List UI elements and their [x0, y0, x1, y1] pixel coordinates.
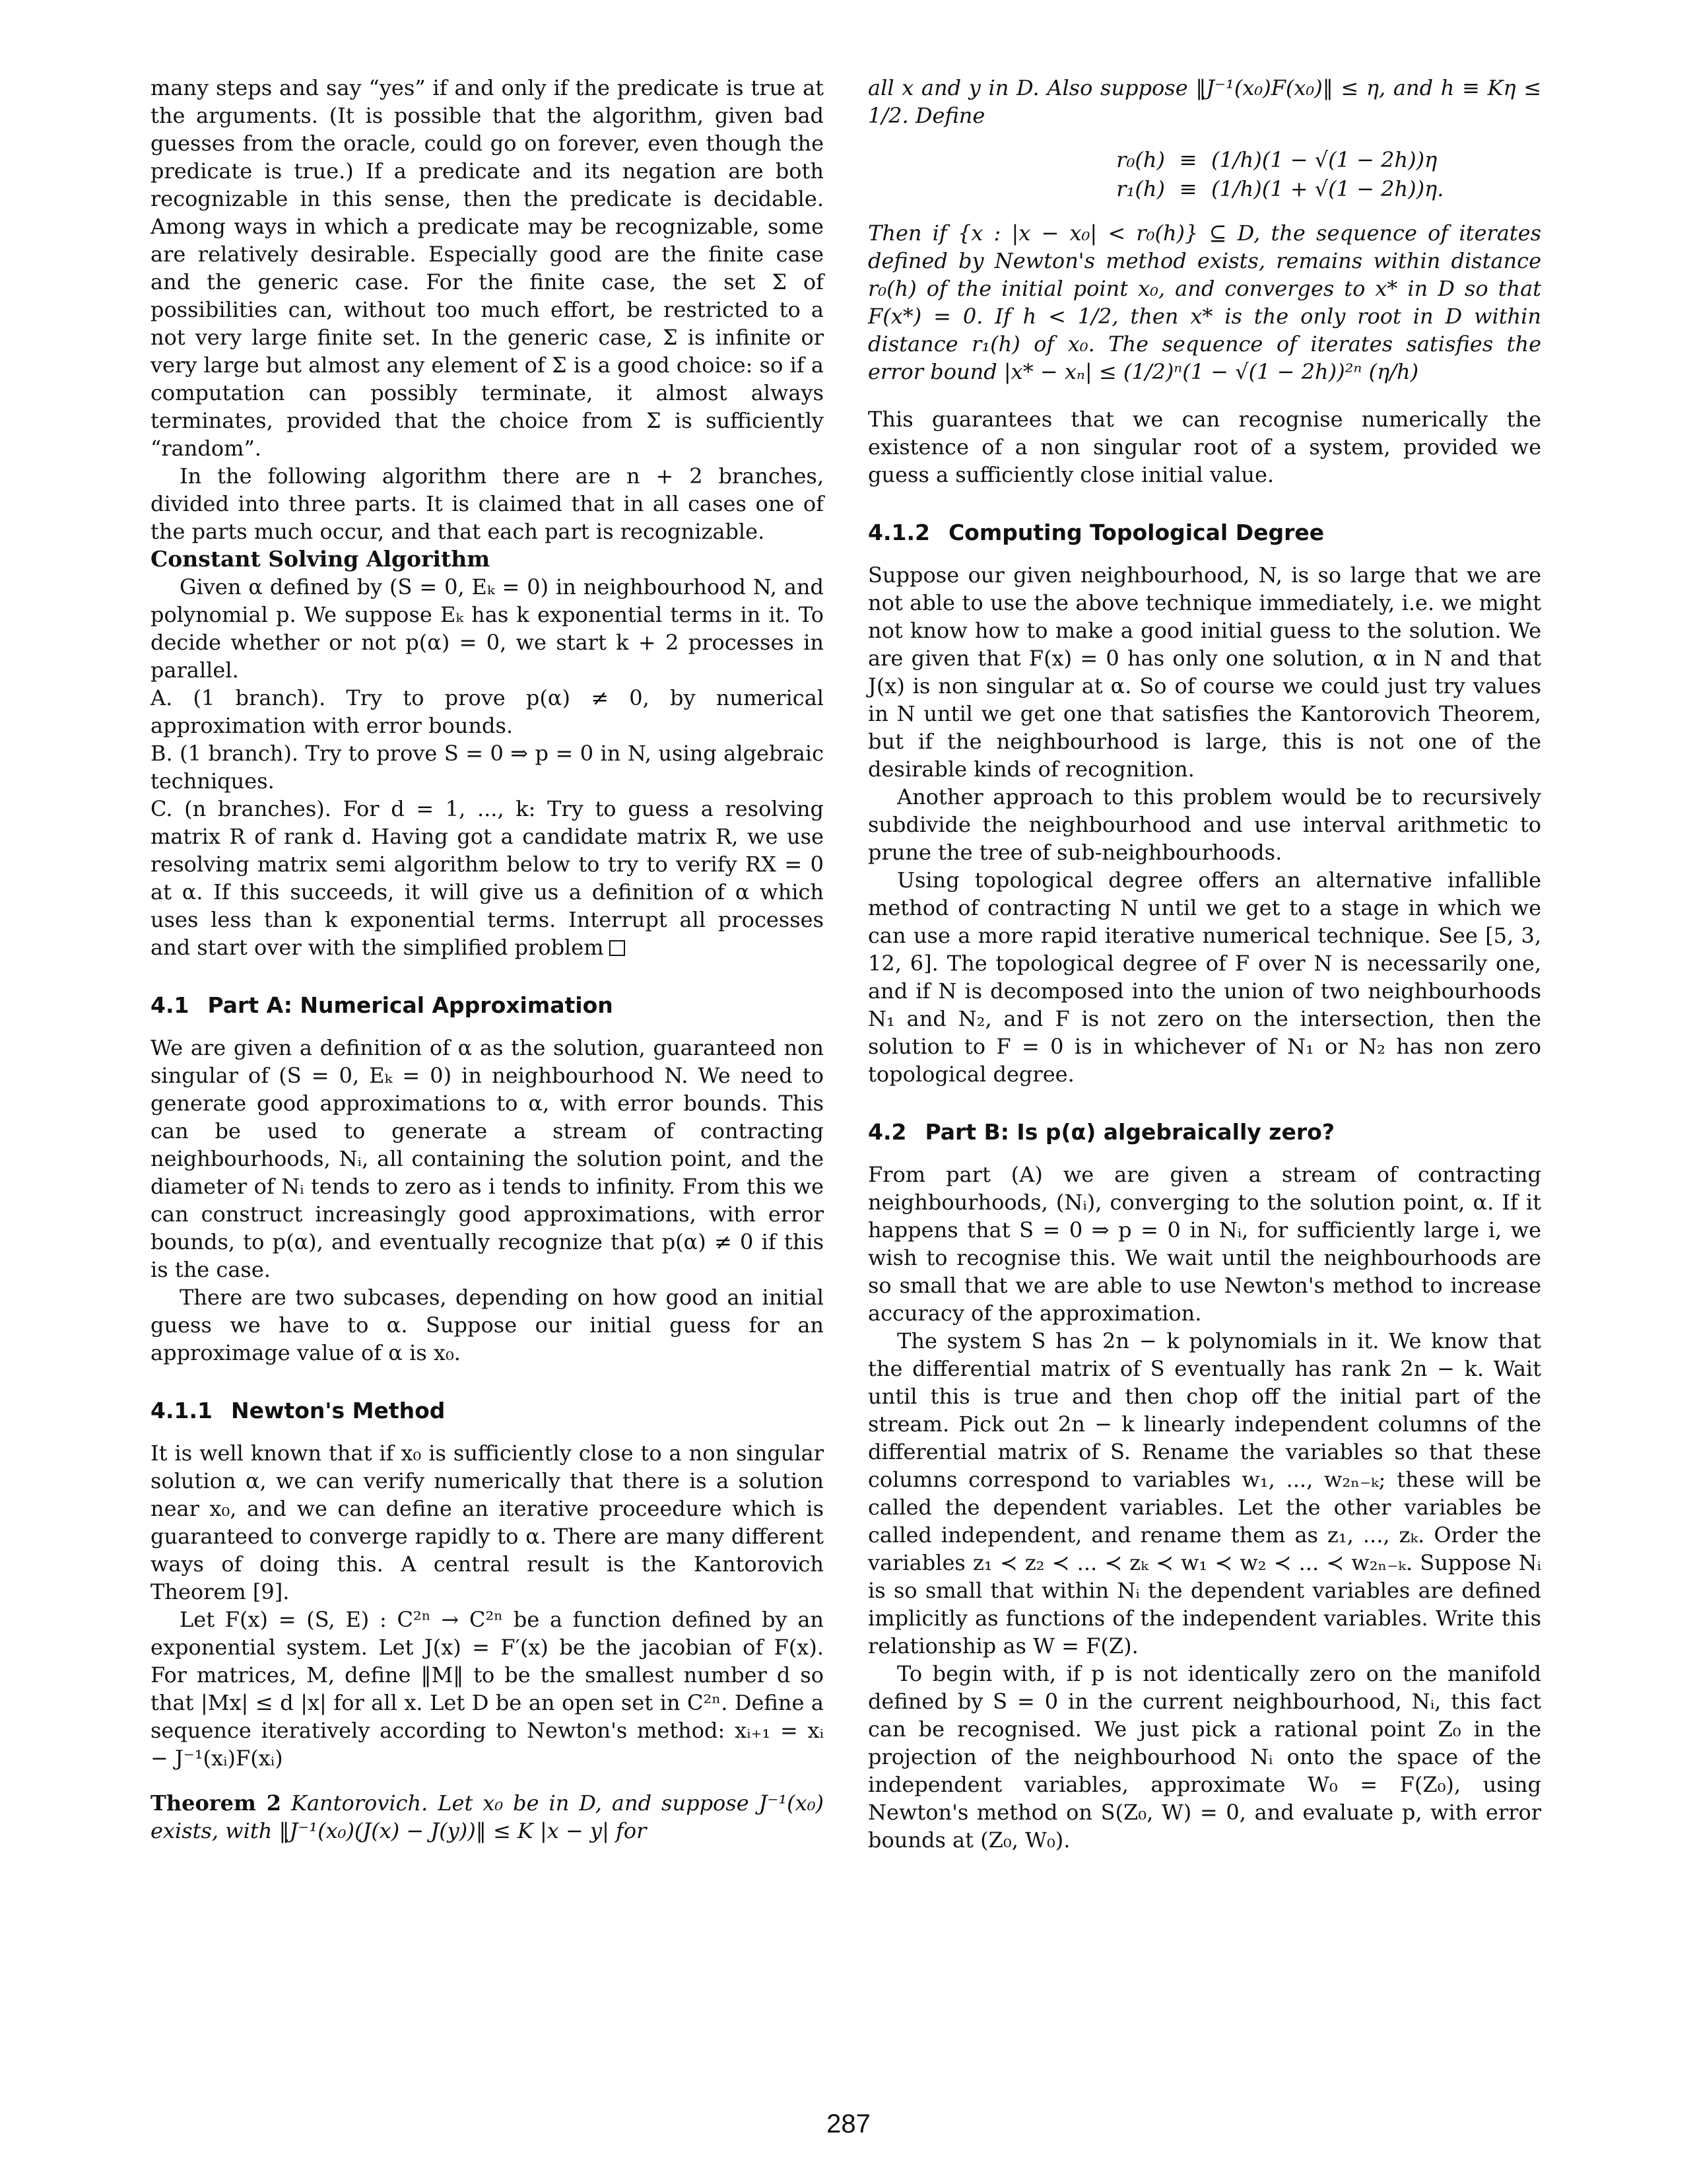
equation-rhs: (1/h)(1 + √(1 − 2h))η. — [1211, 176, 1444, 201]
section-4-1-heading — [150, 992, 824, 1019]
section-4-1-1-heading — [150, 1397, 824, 1425]
right-column — [868, 74, 1541, 1854]
equation-r0 — [868, 145, 1541, 174]
paragraph-part-b-1: From part (A) we are given a stream of contracting neighbourhoods, (Nᵢ), converging to the solution point, α. If it happens that S = 0 ⇒ p = 0 in Nᵢ, for sufficiently large i, we wish to recognise this. We wait until the neighbourhoods are so small that we are able to use Newton's method to increase accuracy of the approximation. — [868, 1162, 1541, 1326]
left-column — [150, 74, 824, 1845]
section-4-2-heading — [868, 1118, 1541, 1146]
qed-square-icon — [609, 940, 625, 956]
algorithm-branch-c-text: C. (n branches). For d = 1, ..., k: Try to guess a resolving matrix R of rank d. Having got a candidate matrix R, we use resolving matrix semi algorithm below to try to verify RX = 0 at α. If this succeeds, it will give us a definition of α which uses less than k exponential terms. Interrupt all processes and start over with the simplified problem — [150, 796, 824, 960]
paragraph-recognizable: many steps and say “yes” if and only if the predicate is true at the arguments. (It is possible that the algorithm, given bad guesses from the oracle, could go on forever, even though the predicate is true.) If a predicate and its negation are both recognizable in this sense, then the predicate is decidable. Among ways in which a predicate may be recognizable, some are relatively desirable. Especially good are the finite case and the generic case. For the finite case, the set Σ of possibilities can, without too much effort, be restricted to a not very large finite set. In the generic case, Σ is infinite or very large but almost any element of Σ is a good choice: so if a computation can possibly terminate, it almost always terminates, provided that the choice from Σ is sufficiently “random”. — [150, 75, 824, 461]
paragraph-topological-3: Using topological degree offers an alternative infallible method of contracting N until we get to a stage in which we can use a more rapid iterative numerical technique. See [5, 3, 12, 6]. The topological degree of F over N is necessarily one, and if N is decomposed into the union of two neighbourhoods N₁ and N₂, and F is not zero on the intersection, then the solution to F = 0 is in whichever of N₁ or N₂ has non zero topological degree. — [868, 868, 1541, 1087]
algorithm-branch-b: B. (1 branch). Try to prove S = 0 ⇒ p = 0 in N, using algebraic techniques. — [150, 741, 824, 794]
paragraph-guarantee: This guarantees that we can recognise numerically the existence of a non singular root of a system, provided we guess a sufficiently close initial value. — [868, 407, 1541, 487]
paragraph-numerical-approx: We are given a definition of α as the solution, guaranteed non singular of (S = 0, Eₖ = 0) in neighbourhood N. We need to generate good approximations to α, with error bounds. This can be used to generate a stream of contracting neighbourhoods, Nᵢ, all containing the solution point, and the diameter of Nᵢ tends to zero as i tends to infinity. From this we can construct increasingly good approximations, with error bounds, to p(α), and eventually recognize that p(α) ≠ 0 if this is the case. — [150, 1035, 824, 1282]
page-number: 287 — [826, 2109, 871, 2138]
paragraph-part-b-2: The system S has 2n − k polynomials in it. We know that the differential matrix of S eventually has rank 2n − k. Wait until this is true and then chop off the initial part of the stream. Pick out 2n − k linearly independent columns of the differential matrix of S. Rename the variables so that these columns correspond to variables w₁, ..., w₂ₙ₋ₖ; these will be called the dependent variables. Let the other variables be called independent, and rename them as z₁, ..., zₖ. Order the variables z₁ ≺ z₂ ≺ ... ≺ zₖ ≺ w₁ ≺ w₂ ≺ ... ≺ w₂ₙ₋ₖ. Suppose Nᵢ is so small that within Nᵢ the dependent variables are defined implicitly as functions of the independent variables. Write this relationship as W = F(Z). — [868, 1328, 1541, 1658]
paragraph-part-b-3: To begin with, if p is not identically zero on the manifold defined by S = 0 in the current neighbourhood, Nᵢ, this fact can be recognised. We just pick a rational point Z₀ in the projection of the neighbourhood Nᵢ onto the space of the independent variables, approximate W₀ = F(Z₀), using Newton's method on S(Z₀, W) = 0, and evaluate p, with error bounds at (Z₀, W₀). — [868, 1661, 1541, 1853]
section-title: Part A: Numerical Approximation — [207, 992, 613, 1018]
equation-operator: ≡ — [1179, 147, 1197, 172]
paragraph-subcases: There are two subcases, depending on how good an initial guess we have to α. Suppose our initial guess for an approximage value of α is x₀. — [150, 1285, 824, 1365]
algorithm-intro: Given α defined by (S = 0, Eₖ = 0) in neighbourhood N, and polynomial p. We suppose Eₖ has k exponential terms in it. To decide whether or not p(α) = 0, we start k + 2 processes in parallel. — [150, 574, 824, 683]
equation-lhs: r₀(h) — [1116, 147, 1165, 172]
equation-block — [868, 145, 1541, 203]
paragraph-branches: In the following algorithm there are n + 2 branches, divided into three parts. It is claimed that in all cases one of the parts much occur, and that each part is recognizable. — [150, 463, 824, 544]
equation-operator: ≡ — [1179, 176, 1197, 201]
paragraph-topological-1: Suppose our given neighbourhood, N, is so large that we are not able to use the above technique immediately, i.e. we might not know how to make a good initial guess to the solution. We are given that F(x) = 0 has only one solution, α in N and that J(x) is non singular at α. So of course we could just try values in N until we get one that satisfies the Kantorovich Theorem, but if the neighbourhood is large, this is not one of the desirable kinds of recognition. — [868, 563, 1541, 782]
theorem-2 — [150, 1789, 824, 1845]
section-number: 4.2 — [868, 1119, 907, 1145]
equation-lhs: r₁(h) — [1116, 176, 1165, 201]
equation-rhs: (1/h)(1 − √(1 − 2h))η — [1211, 147, 1438, 172]
theorem-label: Theorem 2 — [150, 1791, 282, 1816]
theorem-text: Kantorovich. Let x₀ be in D, and suppose J⁻¹(x₀) exists, with ‖J⁻¹(x₀)(J(x) − J(y))‖ ≤ K |x − y| for — [150, 1791, 824, 1843]
paragraph-topological-2: Another approach to this problem would be to recursively subdivide the neighbourhood and use interval arithmetic to prune the tree of sub-neighbourhoods. — [868, 784, 1541, 865]
paragraph-newton-definition: Let F(x) = (S, E) : C²ⁿ → C²ⁿ be a function defined by an exponential system. Let J(x) = F′(x) be the jacobian of F(x). For matrices, M, define ‖M‖ to be the smallest number d so that |Mx| ≤ d |x| for all x. Let D be an open set in C²ⁿ. Define a sequence iteratively according to Newton's method: xᵢ₊₁ = xᵢ − J⁻¹(xᵢ)F(xᵢ) — [150, 1607, 824, 1771]
section-title: Computing Topological Degree — [948, 520, 1325, 545]
section-number: 4.1.1 — [150, 1398, 213, 1423]
equation-r1 — [868, 174, 1541, 203]
algorithm-branch-a: A. (1 branch). Try to prove p(α) ≠ 0, by numerical approximation with error bounds. — [150, 685, 824, 738]
theorem-continued: all x and y in D. Also suppose ‖J⁻¹(x₀)F(x₀)‖ ≤ η, and h ≡ Kη ≤ 1/2. Define — [868, 75, 1541, 128]
section-4-1-2-heading — [868, 519, 1541, 547]
theorem-conclusion: Then if {x : |x − x₀| < r₀(h)} ⊆ D, the sequence of iterates defined by Newton's method exists, remains within distance r₀(h) of the initial point x₀, and converges to x* in D so that F(x*) = 0. If h < 1/2, then x* is the only root in D within distance r₁(h) of x₀. The sequence of iterates satisfies the error bound |x* − xₙ| ≤ (1/2)ⁿ(1 − √(1 − 2h))²ⁿ (η/h) — [868, 221, 1541, 384]
section-title: Part B: Is p(α) algebraically zero? — [925, 1119, 1335, 1145]
algorithm-title: Constant Solving Algorithm — [150, 546, 490, 572]
algorithm-branch-c — [150, 795, 824, 961]
section-number: 4.1.2 — [868, 520, 930, 545]
section-title: Newton's Method — [230, 1398, 446, 1423]
paragraph-newton-intro: It is well known that if x₀ is sufficiently close to a non singular solution α, we can verify numerically that there is a solution near x₀, and we can define an iterative proceedure which is guaranteed to converge rapidly to α. There are many different ways of doing this. A central result is the Kantorovich Theorem [9]. — [150, 1441, 824, 1604]
section-number: 4.1 — [150, 992, 189, 1018]
